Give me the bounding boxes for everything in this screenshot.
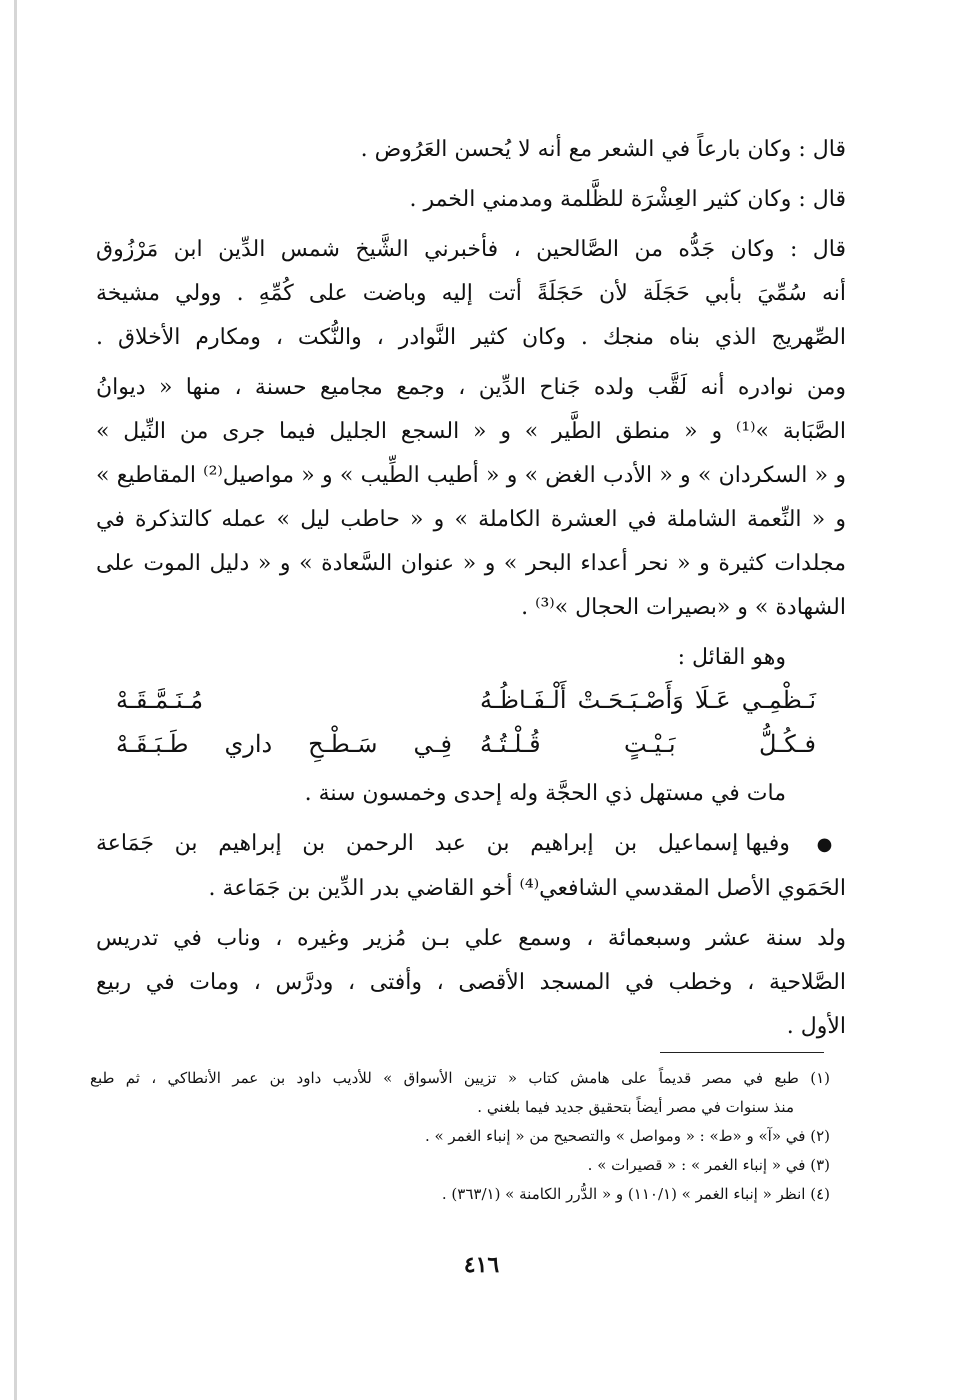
- text-line: الأول .: [786, 1014, 846, 1039]
- entry-ismail: [96, 822, 846, 911]
- text-line: مجلدات كثيرة و « نحر أعداء البحر » و « عنوان السَّعادة » و « دليل الموت على: [96, 551, 846, 576]
- text-line: مات في مستهل ذي الحجَّة وله إحدى وخمسون سنة .: [304, 781, 786, 806]
- verse-line: [96, 722, 846, 766]
- verse-line: [96, 678, 846, 722]
- text-line: قال : وكان جَدُّه من الصَّالحين ، فأخبرني الشَّيخ شمس الدِّين ابن مَرْزُوق: [96, 237, 846, 262]
- text-line: و « السكردان » و « الأدب الغض » و « أطيب الطِّيب » و « مواصيل⁽²⁾ المقاطيع »: [96, 463, 846, 488]
- text-line: الشهادة » و «بصيرات الحجال »⁽³⁾ .: [521, 595, 846, 620]
- verse-first-hemistich: [480, 678, 816, 722]
- text-line: الصَّبَابة »⁽¹⁾ و « منطق الطَّير » و « السجع الجليل فيما جرى من النِّيل »: [96, 419, 846, 444]
- text-line: قال : وكان بارعاً في الشعر مع أنه لا يُحسن العَرُوض .: [360, 137, 846, 162]
- paragraph-works: [96, 366, 846, 630]
- verse-word: طَـبَـقَـهْ: [116, 730, 189, 758]
- text-line: و « النِّعمة الشاملة في العشرة الكاملة » و « حاطب ليل » عمله كالتذكرة في: [96, 507, 846, 532]
- entry-bullet: ●: [816, 834, 846, 855]
- text-line: ومن نوادره أنه لَقَّب ولده جَناح الدِّين ، وجمع مجاميع حسنة ، منها « ديوانُ: [96, 375, 846, 400]
- scan-edge: [14, 0, 17, 1400]
- entry-heading-text: وفيها إسماعيل بن إبراهيم بن عبد الرحمن بن إبراهيم بن جَمَاعة: [96, 831, 790, 856]
- paragraph-death: [96, 772, 846, 816]
- verse-second-hemistich: [116, 722, 452, 766]
- verse-word: نَـظْمِـي: [741, 686, 816, 714]
- footnote-1-continuation: منذ سنوات في مصر أيضاً بتحقيق جديد فيما بلغني .: [477, 1098, 794, 1116]
- paragraph-ishra: [96, 178, 846, 222]
- verse-word: فـكُـلُّ: [759, 730, 816, 758]
- verse-word: داري: [224, 730, 273, 758]
- footnote-4: (٤) انظر « إنباء الغمر » (١١٠/١) و « الدُّرر الكامنة » (٣٦٣/١) .: [441, 1185, 830, 1203]
- footnote-separator: [660, 1052, 824, 1053]
- paragraph-biography: [96, 917, 846, 1049]
- paragraph-grandfather: [96, 228, 846, 360]
- footnotes: [90, 1064, 830, 1209]
- verse-word: وَأَصْـبَـحَـتْ: [577, 686, 684, 714]
- footnote-1: (١) طبع في مصر قديماً على هامش كتاب « تزيين الأسواق » للأديب داود بن عمر الأنطاكي ، ثم طبع: [90, 1069, 830, 1087]
- text-line: قال : وكان كثير العِشْرَة للظَّلمة ومدمني الخمر .: [409, 187, 846, 212]
- verse-word: قُـلْـتُـهُ: [480, 730, 541, 758]
- footnote-2: (٢) في «آ» و «ط» : « ومواصل » والتصحيح من « إنباء الغمر » .: [424, 1127, 830, 1145]
- text-line: [96, 822, 846, 867]
- text-line: الصَّلاحية ، وخطب في المسجد الأقصى ، وأفتى ، ودرَّس ، ومات في ربيع: [96, 970, 846, 995]
- verse-word: سَـطْـحِ: [308, 730, 378, 758]
- footnote-3: (٣) في « إنباء الغمر » : « قصيرات » .: [587, 1156, 830, 1174]
- paragraph-arud: [96, 128, 846, 172]
- verse-second-hemistich: [116, 678, 452, 722]
- verse-first-hemistich: [480, 722, 816, 766]
- verse-word: فِـي: [413, 730, 452, 758]
- page-number: ٤١٦: [463, 1252, 500, 1278]
- verse-word: مُـنَـمَّـقَـهْ: [116, 686, 204, 714]
- text-line: ولد سنة عشر وسبعمائة ، وسمع علي بـن مُزير وغيره ، وناب في تدريس: [96, 926, 846, 951]
- page-body: [96, 128, 846, 1055]
- verse-word: أَلْـفَـاظُـهُ: [480, 686, 567, 714]
- verse-word: عَـلَا: [694, 686, 731, 714]
- text-line: الحَمَوي الأصل المقدسي الشافعي⁽⁴⁾ أخو القاضي بدر الدِّين بن جَمَاعة .: [208, 876, 846, 901]
- text-line: أنه سُمِّيَ بأبي حَجَلَة لأن حَجَلَةً أتت إليه وباضت على كُمِّهِ . وولي مشيخة: [96, 281, 846, 306]
- verse-intro: وهو القائل :: [677, 645, 786, 670]
- verse-word: بَـيْـتٍ: [624, 730, 676, 758]
- text-line: الصِّهريج الذي بناه منجك . وكان كثير النَّوادر ، والنُّكت ، ومكارم الأخلاق .: [96, 325, 846, 350]
